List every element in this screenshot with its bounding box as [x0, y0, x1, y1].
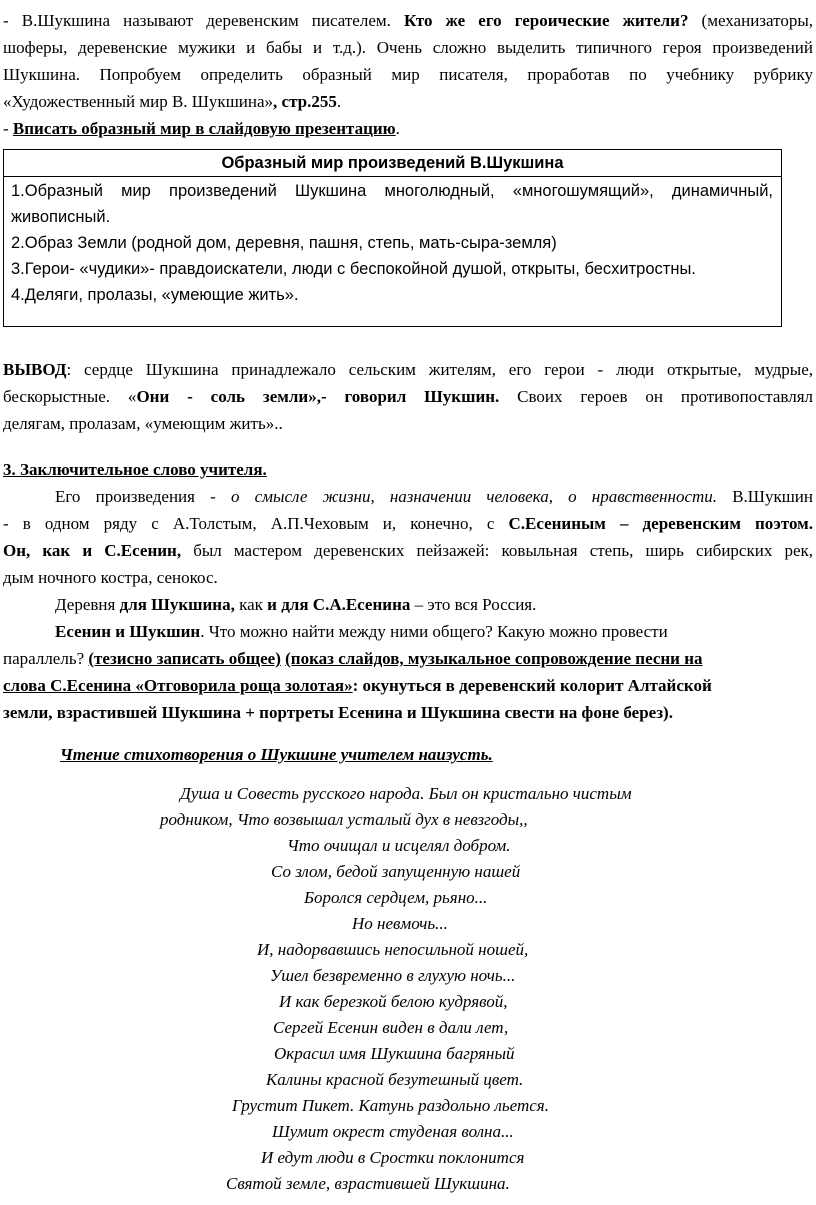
section3-line-6	[55, 620, 668, 644]
section3-line-2	[3, 512, 813, 536]
table-item-2: 2.Образ Земли (родной дом, деревня, пашня, степь, мать-сыра-земля)	[11, 234, 557, 252]
poem-line: Что очищал и исцелял добром.	[287, 836, 511, 855]
poem-line: И, надорвавшись непосильной ношей,	[257, 940, 529, 959]
intro-line-3: Шукшина. Попробуем определить образный мир писателя, проработав по учебнику рубрику	[3, 65, 813, 84]
dash: -	[3, 119, 13, 138]
section3-bold: и для С.А.Есенина	[267, 595, 411, 614]
poem-line: Грустит Пикет. Катунь раздольно льется.	[232, 1096, 549, 1115]
intro-text: - В.Шукшина называют деревенским писателем.	[3, 11, 391, 30]
conclusion-quote: Они - соль земли»,- говорил Шукшин.	[136, 387, 500, 406]
table-header: Образный мир произведений В.Шукшина	[4, 150, 781, 177]
poem-line: Окрасил имя Шукшина багряный	[274, 1044, 515, 1063]
note-slides: (показ слайдов, музыкальное сопровождение песни на	[285, 649, 703, 668]
table-item-4: 4.Деляги, пролазы, «умеющие жить».	[11, 286, 299, 304]
poem-line: Калины красной безутешный цвет.	[266, 1070, 524, 1089]
poem-line: И едут люди в Сростки поклонится	[261, 1148, 525, 1167]
section3-bold: для Шукшина,	[119, 595, 235, 614]
conclusion-text: : сердце Шукшина принадлежало сельским жителям, его герои - люди открытые, мудрые,	[66, 360, 813, 379]
intro-line-5	[3, 117, 400, 141]
section3-text: параллель?	[3, 649, 89, 668]
intro-question: Кто же его героические жители?	[403, 11, 689, 30]
intro-line-1	[3, 9, 813, 33]
song-reference: слова С.Есенина «Отговорила роща золотая»	[3, 676, 353, 695]
section3-text: Его произведения -	[55, 487, 231, 506]
intro-line-2: шоферы, деревенские мужики и бабы и т.д.). Очень сложно выделить типичного героя произведений	[3, 38, 813, 57]
section3-line-3	[3, 539, 813, 563]
poem-line: Душа и Совесть русского народа. Был он кристально чистым	[180, 784, 632, 803]
conclusion-line-2	[3, 385, 813, 409]
conclusion-line-1	[3, 358, 813, 382]
poem-line: Боролся сердцем, рьяно...	[304, 888, 488, 907]
section3-line-9: земли, взрастившей Шукшина + портреты Есенина и Шукшина свести на фоне берез).	[3, 703, 673, 722]
section3-bold: С.Есениным – деревенским поэтом.	[508, 514, 813, 533]
table-item-1: 1.Образный мир произведений Шукшина многолюдный, «многошумящий», динамичный,	[11, 182, 773, 200]
poem-line: Шумит окрест студеная волна...	[272, 1122, 514, 1141]
textbook-rubric: «Художественный мир В. Шукшина»	[3, 92, 274, 111]
conclusion-line-3: делягам, пролазам, «умеющим жить»..	[3, 414, 283, 433]
poem-line: Ушел безвременно в глухую ночь...	[270, 966, 516, 985]
section3-bold: Есенин и Шукшин	[55, 622, 201, 641]
section3-text: . Что можно найти между ними общего? Какую можно провести	[200, 622, 668, 641]
poem-line: родником, Что возвышал усталый дух в невзгоды,,	[160, 810, 528, 829]
conclusion-label: ВЫВОД	[3, 360, 67, 379]
textbook-page: , стр.255	[273, 92, 337, 111]
poem-line: Святой земле, взрастившей Шукшина.	[226, 1174, 510, 1193]
task-instruction: Вписать образный мир в слайдовую презентацию	[12, 119, 396, 138]
section3-text: – это вся Россия.	[410, 595, 537, 614]
period: .	[336, 92, 342, 111]
section3-text: Деревня	[55, 595, 120, 614]
poem-line: Сергей Есенин виден в дали лет,	[273, 1018, 509, 1037]
table-item-1-cont: живописный.	[11, 208, 111, 226]
section3-line-1	[55, 485, 813, 509]
section3-italic: о смысле жизни, назначении человека, о нравственности.	[230, 487, 718, 506]
poem-line: Со злом, бедой запущенную нашей	[271, 862, 521, 881]
section3-line-7	[3, 647, 703, 671]
conclusion-text: бескорыстные. «	[3, 387, 137, 406]
section3-line-4: дым ночного костра, сенокос.	[3, 568, 218, 587]
imagery-table	[3, 149, 782, 327]
section3-text: В.Шукшин	[717, 487, 813, 506]
conclusion-text: Своих героев он противопоставлял	[499, 387, 813, 406]
section3-text: как	[234, 595, 268, 614]
section3-bold: Он, как и С.Есенин,	[3, 541, 182, 560]
period: .	[395, 119, 400, 138]
table-item-3: 3.Герои- «чудики»- правдоискатели, люди с беспокойной душой, открыты, бесхитростны.	[11, 260, 696, 278]
section3-bold: : окунуться в деревенский колорит Алтайской	[352, 676, 712, 695]
poem-line: И как березкой белою кудрявой,	[279, 992, 508, 1011]
section-3-heading: 3. Заключительное слово учителя.	[3, 460, 267, 479]
intro-text: (механизаторы,	[701, 11, 813, 30]
poem-line: Но невмочь...	[352, 914, 448, 933]
section3-line-8	[3, 674, 712, 698]
note-write-theses: (тезисно записать общее)	[88, 649, 281, 668]
section3-line-5	[55, 593, 536, 617]
reading-heading: Чтение стихотворения о Шукшине учителем наизусть.	[60, 745, 493, 764]
section3-text: был мастером деревенских пейзажей: ковыльная степь, ширь сибирских рек,	[181, 541, 814, 560]
section3-text: - в одном ряду с А.Толстым, А.П.Чеховым и, конечно, с	[3, 514, 509, 533]
intro-line-4	[3, 90, 341, 114]
